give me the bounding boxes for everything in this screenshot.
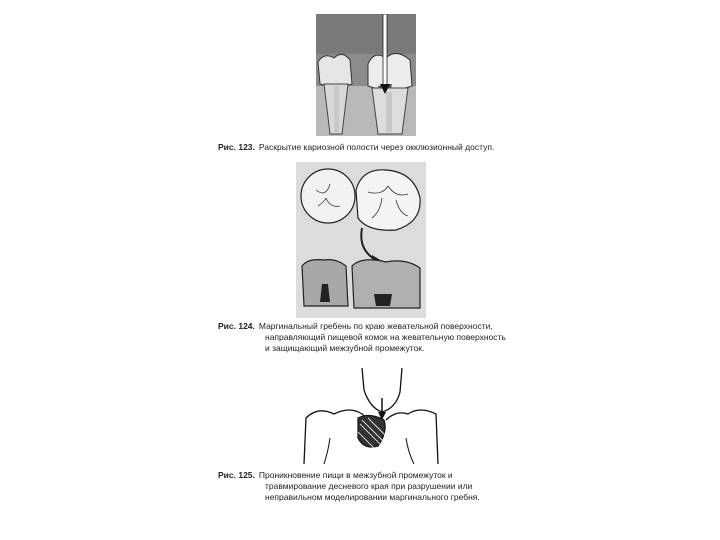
figure-123-label: Рис. 123. — [218, 142, 255, 152]
figure-125-caption-line-3: неправильном моделировании маргинального гребня. — [265, 492, 480, 502]
figure-123-caption — [218, 142, 494, 153]
figure-125-caption-line-2: травмирование десневого края при разрушении или — [265, 481, 473, 491]
figure-125-illustration — [296, 368, 444, 464]
figure-125-caption-line-1: Проникновение пищи в межзубной промежуток и — [258, 470, 453, 480]
figure-123-caption-line: Раскрытие кариозной полости через окклюзионный доступ. — [258, 142, 495, 152]
figure-123-illustration — [316, 14, 416, 136]
figure-124-label: Рис. 124. — [218, 321, 255, 331]
figure-124-illustration — [296, 162, 426, 318]
figure-124-caption-line-2: направляющий пищевой комок на жевательную поверхность — [265, 332, 506, 342]
figure-125-label: Рис. 125. — [218, 470, 255, 480]
figure-124-caption-line-3: и защищающий межзубной промежуток. — [265, 343, 425, 353]
figure-124-caption-line-1: Маргинальный гребень по краю жевательной поверхности, — [258, 321, 493, 331]
figure-124-caption — [218, 321, 506, 354]
figure-125-caption — [218, 470, 480, 503]
